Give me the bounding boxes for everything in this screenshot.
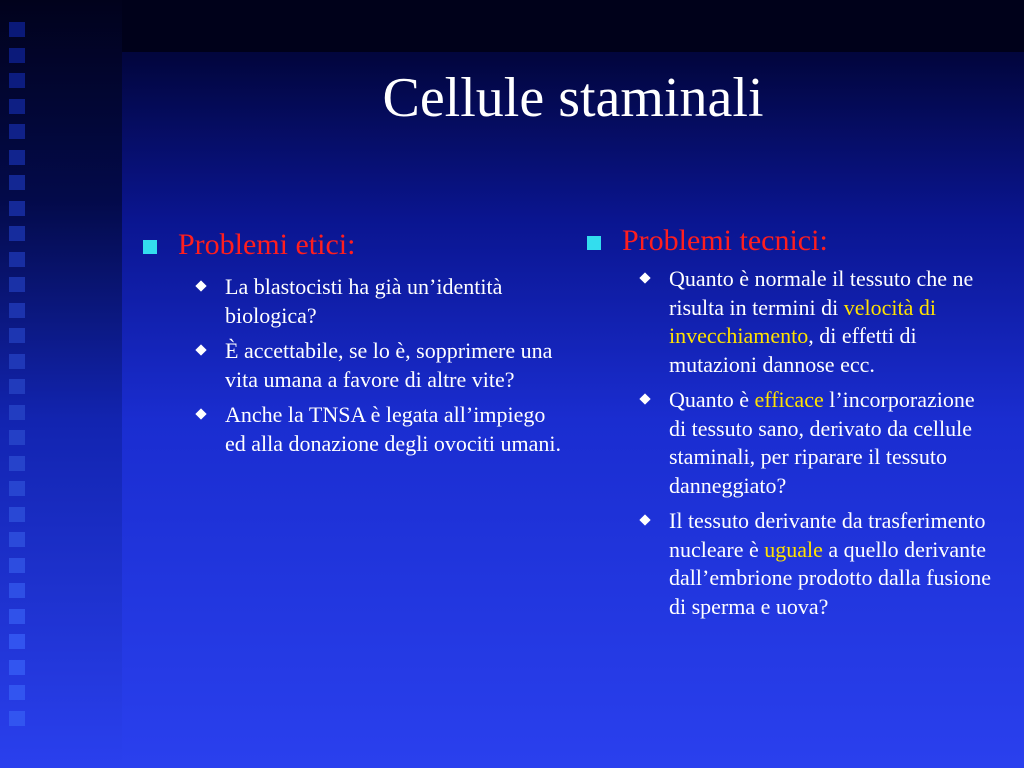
item-text-a: Il tessuto derivante da trasferimento nucleare è [669, 508, 986, 562]
ethical-problems-column [143, 228, 563, 465]
item-text: La blastocisti ha già un’identità biologica? [225, 274, 503, 328]
item-text: Anche la TNSA è legata all’impiego ed alla donazione degli ovociti umani. [225, 402, 562, 456]
decorative-square [9, 303, 25, 318]
top-dark-strip [122, 0, 1024, 52]
item-text-a: Quanto è [669, 387, 755, 412]
decorative-square [9, 150, 25, 165]
technical-problems-heading-row [587, 224, 997, 258]
diamond-bullet-icon [195, 408, 206, 419]
decorative-square [9, 252, 25, 267]
square-bullet-icon [587, 236, 601, 250]
item-text-b: , di effetti di mutazioni dannose ecc. [669, 323, 917, 377]
decorative-square [9, 201, 25, 216]
decorative-square [9, 660, 25, 675]
list-item [143, 337, 563, 394]
decorative-square [9, 175, 25, 190]
highlighted-text: velocità di invecchiamento [669, 294, 937, 348]
decorative-square [9, 507, 25, 522]
left-decorative-band [0, 0, 122, 768]
decorative-square [9, 634, 25, 649]
ethical-problems-heading: Problemi etici: [178, 228, 356, 261]
list-item [143, 273, 563, 330]
diamond-bullet-icon [639, 272, 650, 283]
technical-problems-heading: Problemi tecnici: [622, 224, 828, 257]
decorative-square [9, 379, 25, 394]
list-item [143, 401, 563, 458]
decorative-square [9, 685, 25, 700]
decorative-square [9, 711, 25, 726]
decorative-square [9, 583, 25, 598]
decorative-square [9, 328, 25, 343]
technical-problems-list [587, 265, 997, 621]
decorative-square [9, 430, 25, 445]
item-text-b: l’incorporazione di tessuto sano, derivato da cellule staminali, per riparare il tessuto danneggiato? [669, 387, 975, 498]
slide-title: Cellule staminali [382, 67, 764, 129]
diamond-bullet-icon [195, 280, 206, 291]
item-text: È accettabile, se lo è, sopprimere una vita umana a favore di altre vite? [225, 338, 553, 392]
highlighted-text: uguale [764, 536, 823, 562]
list-item [587, 265, 997, 379]
square-bullet-icon [143, 240, 157, 254]
decorative-square [9, 354, 25, 369]
list-item [587, 386, 997, 500]
decorative-square [9, 532, 25, 547]
decorative-square [9, 609, 25, 624]
list-item [587, 507, 997, 621]
diamond-bullet-icon [639, 514, 650, 525]
decorative-square [9, 277, 25, 292]
ethical-problems-heading-row [143, 228, 563, 262]
diamond-bullet-icon [195, 344, 206, 355]
decorative-square [9, 405, 25, 420]
decorative-square [9, 481, 25, 496]
item-text-b: a quello derivante dall’embrione prodotto dalla fusione di sperma e uova? [669, 536, 991, 619]
decorative-square [9, 124, 25, 139]
decorative-square [9, 48, 25, 63]
decorative-square [9, 558, 25, 573]
highlighted-text: efficace [754, 387, 824, 412]
technical-problems-column [587, 224, 997, 628]
decorative-square [9, 456, 25, 471]
decorative-square [9, 226, 25, 241]
diamond-bullet-icon [639, 393, 650, 404]
ethical-problems-list [143, 273, 563, 458]
item-text-a: Quanto è normale il tessuto che ne risulta in termini di [669, 266, 974, 320]
decorative-square [9, 22, 25, 37]
decorative-square [9, 73, 25, 88]
decorative-square [9, 99, 25, 114]
